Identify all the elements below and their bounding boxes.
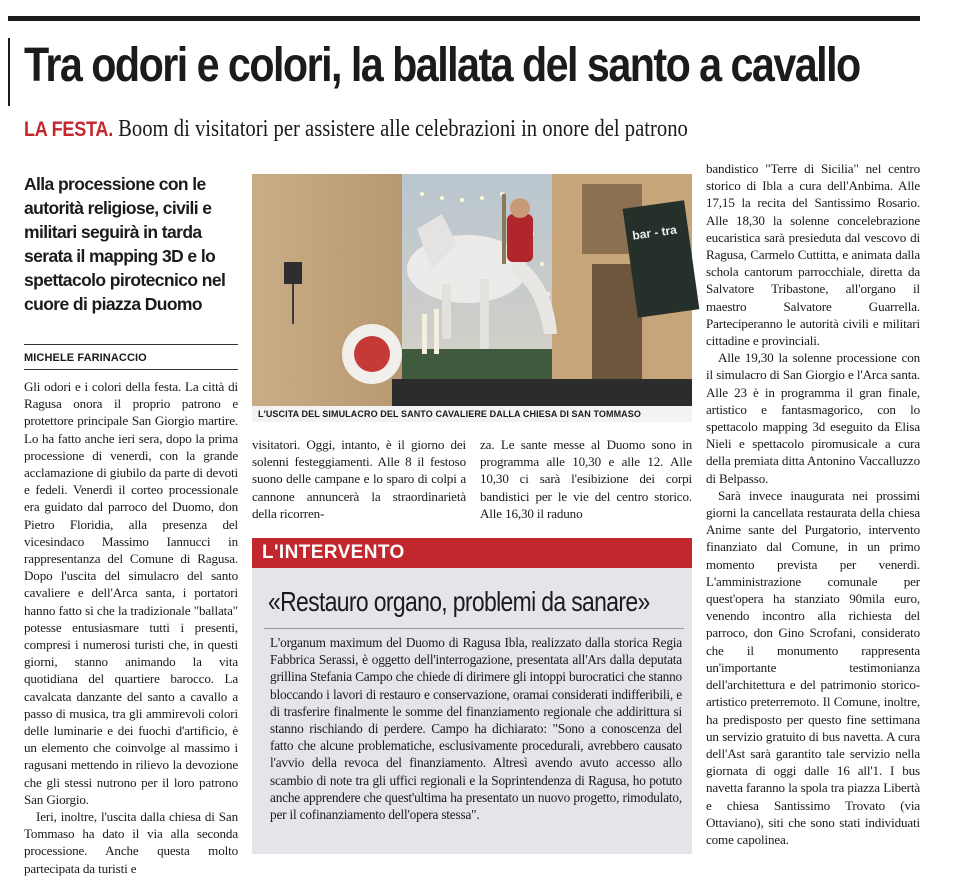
- subhead: Boom di visitatori per assistere alle celebrazioni in onore del patrono: [118, 116, 688, 142]
- sidebar-rule: [264, 628, 684, 629]
- article-paragraph: Alle 19,30 la solenne processione con il simulacro di San Giorgio e l'Arca santa. Alle 23 è in programma il gran finale, artistico e fantasmagorico, con lo spettacolo mapping 3d eseguito da Elisa Nieli e spettacolo piromusicale a cura della premiata ditta Antonino Vaccalluzzo di Belpasso.: [706, 350, 920, 486]
- sidebar-title: «Restauro organo, problemi da sanare»: [268, 586, 650, 617]
- article-paragraph: Gli odori e i colori della festa. La città di Ragusa onora il proprio patrono e protettore principale San Giorgio martire. Lo ha fatto anche ieri sera, dopo la prima processione di venerdì, con la grande acclamazione di giubilo da parte di devoti e fedeli. Venerdì il corteo processionale era guidato dal parroco del Duomo, don Pietro Floridia, alla presenza del vicesindaco Massimo Iannucci in rappresentanza del Comune di Ragusa. Dopo l'uscita del simulacro del santo cavaliere e dell'Arca santa, i portatori hanno fatto sì che la tradizionale "ballata" potesse entusiasmare tutti i presenti, compresi i numerosi turisti che, in questi giorni, stanno animando la vita quotidiana del quartiere barocco. La cavalcata danzante del santo a cavallo a passo di musica, tra gli ammirevoli colori delle luminarie e dei fuochi d'artificio, è un elemento che coinvolge al massimo i ragusani mettendo in rilievo la devozione che gli stessi nutrono per il loro patrono San Giorgio.: [24, 379, 238, 807]
- sidebar-body: L'organum maximum del Duomo di Ragusa Ibla, realizzato dalla storica Regia Fabbrica Serassi, è oggetto dell'interrogazione, presentata all'Ars dalla deputata grillina Stefania Campo che chiede di dirimere gli intoppi burocratici che stanno bloccando i lavori di restauro e conservazione, oramai considerati indifferibili, e di trasferire finalmente le somme del finanziamento regionale che addirittura si stanno rischiando di perdere. Campo ha dichiarato: "Sono a conoscenza del fatto che alcune problematiche, esclusivamente procedurali, avrebbero causato l'avvio della revoca del finanziamento. Altresì avendo avuto accesso allo scambio di note tra gli uffici regionali e la Soprintendenza di Ragusa, ho potuto anche apprendere che quest'ultima ha presentato un nuovo progetto, rimodulato, per il cofinanziamento dell'opera stessa".: [270, 635, 682, 823]
- article-paragraph: bandistico "Terre di Sicilia" nel centro storico di Ibla a cura dell'Anbima. Alle 17,15 la recita del Santissimo Rosario. Alle 18,30 la solenne concelebrazione eucaristica sarà presieduta dal vescovo di Ragusa, Carmelo Cuttitta, e animata dalla schola cantorum parrocchiale, diretta da Salvatore Tribastone, all'organo il maestro Salvatore Guarrella. Parteciperanno le autorità civili e militari cittadine e provinciali.: [706, 161, 920, 349]
- article-paragraph: Sarà invece inaugurata nei prossimi giorni la cancellata restaurata della chiesa Anime sante del Purgatorio, intervento finanziato dal Comune, in un primo momento prevista per venerdì. L'amministrazione comunale per quest'opera ha stanziato 90mila euro, venendo incontro alla richiesta del parroco, don Gino Scrofani, considerato che il monumento rappresenta un'importante testimonianza dell'architettura e del patrimonio storico-artistico preterremoto. Il Comune, inoltre, ha predisposto per questo fine settimana un servizio gratuito di bus navetta. A cura dell'Ast sarà garantito tale servizio nella giornata di oggi dalle 16 all'1. I bus navetta faranno la spola tra piazza Libertà e chiesa Santissimo Trovato (via Ottaviano), siti che sono stati individuati come capolinea.: [706, 487, 920, 847]
- news-photo: [252, 174, 692, 406]
- photo-illustration: [252, 174, 692, 406]
- subhead-line: [24, 114, 884, 145]
- byline-rule-top: [24, 344, 238, 345]
- article-paragraph: Ieri, inoltre, l'uscita dalla chiesa di San Tommaso ha dato il via alla seconda processione. Anche questa molto partecipata da turisti e: [24, 809, 238, 876]
- article-paragraph: za. Le sante messe al Duomo sono in programma alle 10,30 e alle 12. Alle 10,30 ci sarà l'esibizione dei corpi bandistici per le vie del centro storico. Alle 16,30 il raduno: [480, 437, 692, 521]
- article-column-1: [24, 378, 238, 876]
- article-column-2: [252, 436, 466, 522]
- lede: Alla processione con le autorità religiose, civili e militari seguirà in tarda serata il mapping 3D e lo spettacolo pirotecnico nel cuore di piazza Duomo: [24, 174, 226, 314]
- top-rule: [8, 16, 920, 21]
- article-column-3: [480, 436, 692, 522]
- kicker: LA FESTA.: [24, 118, 113, 141]
- byline-rule-bottom: [24, 369, 238, 370]
- sidebar-label: L'INTERVENTO: [252, 538, 692, 568]
- headline-side-rule: [8, 38, 10, 106]
- article-column-4: [706, 160, 920, 860]
- byline: MICHELE FARINACCIO: [24, 352, 147, 364]
- bar-sign-text: bar - tra: [631, 222, 678, 243]
- headline: Tra odori e colori, la ballata del santo a cavallo: [24, 39, 860, 92]
- photo-caption: L'USCITA DEL SIMULACRO DEL SANTO CAVALIERE DALLA CHIESA DI SAN TOMMASO: [252, 406, 692, 422]
- article-paragraph: visitatori. Oggi, intanto, è il giorno dei solenni festeggiamenti. Alle 8 il festoso suono delle campane e lo sparo di colpi a cannone annuncerà la straordinarietà della ricorren-: [252, 437, 466, 521]
